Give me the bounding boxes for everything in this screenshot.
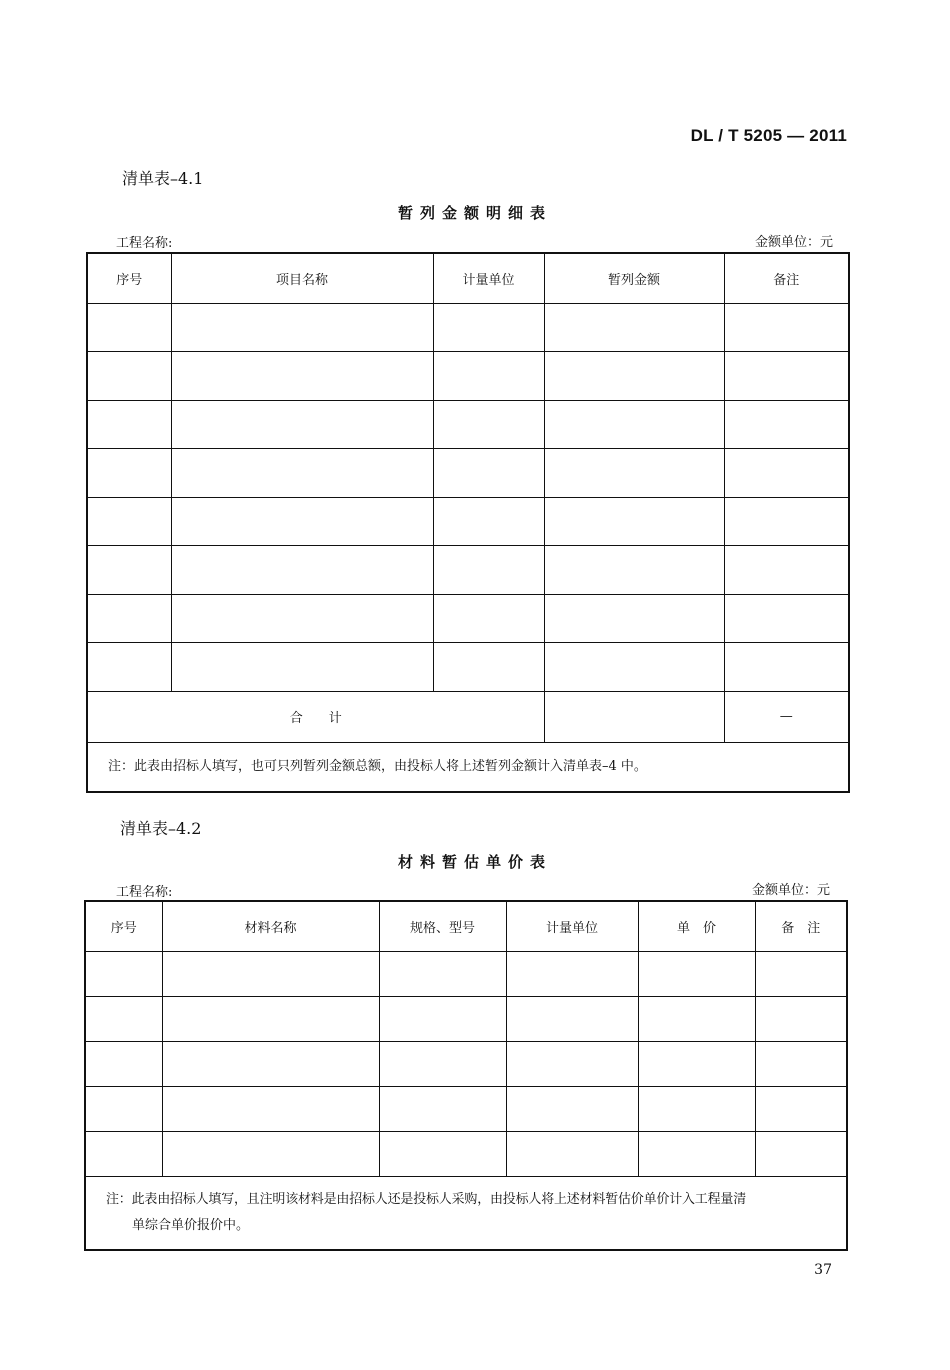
table1-label: 清单表–4.1: [122, 169, 204, 188]
table1-project-name-label: 工程名称:: [116, 236, 173, 251]
table1-row: [87, 497, 849, 546]
table1-row: [87, 400, 849, 449]
table1-total-remark: —: [724, 691, 849, 742]
table2-col-remark: 备 注: [755, 901, 847, 951]
table1-title: 暂列金额明细表: [397, 204, 552, 222]
table2-col-unit: 计量单位: [506, 901, 638, 951]
table2-col-material-name: 材料名称: [162, 901, 379, 951]
table2-row: [85, 951, 847, 996]
table1-header-row: [87, 253, 849, 303]
table1-row: [87, 643, 849, 692]
standard-code: DL / T 5205 — 2011: [690, 126, 847, 145]
table1-total-label: 合 计: [87, 691, 544, 742]
table2-title: 材料暂估单价表: [397, 853, 552, 871]
table1-col-index: 序号: [87, 253, 171, 303]
table2-row: [85, 1131, 847, 1176]
table2-col-index: 序号: [85, 901, 162, 951]
table2-project-name-label: 工程名称:: [116, 885, 173, 900]
table1-unit-label: 金额单位：元: [754, 235, 833, 250]
table1-row: [87, 594, 849, 643]
table1-col-unit: 计量单位: [433, 253, 544, 303]
table2-label: 清单表–4.2: [120, 819, 202, 838]
table2-row: [85, 996, 847, 1041]
table1-total-row: [87, 691, 849, 742]
table2-col-spec: 规格、型号: [379, 901, 506, 951]
table1-total-amount: [544, 691, 724, 742]
table2-col-unit-price: 单 价: [638, 901, 755, 951]
table2-note-row: [85, 1176, 847, 1250]
table2-row: [85, 1041, 847, 1086]
page-number: 37: [814, 1262, 832, 1278]
table1-note-row: [87, 742, 849, 792]
table2-unit-label: 金额单位：元: [751, 883, 830, 898]
material-price-table: [84, 900, 848, 1251]
table1-row: [87, 352, 849, 401]
table2-note-line1: 注：此表由招标人填写，且注明该材料是由招标人还是投标人采购，由投标人将上述材料暂估价单价计入工程量清: [106, 1191, 747, 1207]
table1-col-remark: 备注: [724, 253, 849, 303]
table1-row: [87, 546, 849, 595]
table1-note: 注：此表由招标人填写，也可只列暂列金额总额，由投标人将上述暂列金额计入清单表–4 中。: [87, 742, 849, 792]
table2-note-line2: 单综合单价报价中。: [132, 1217, 250, 1233]
table2-header-row: [85, 901, 847, 951]
table1-col-amount: 暂列金额: [544, 253, 724, 303]
provisional-sum-table: [86, 252, 850, 793]
table1-row: [87, 303, 849, 352]
table2-row: [85, 1086, 847, 1131]
table1-col-item-name: 项目名称: [171, 253, 433, 303]
table1-row: [87, 449, 849, 498]
table2-note: [85, 1176, 847, 1250]
